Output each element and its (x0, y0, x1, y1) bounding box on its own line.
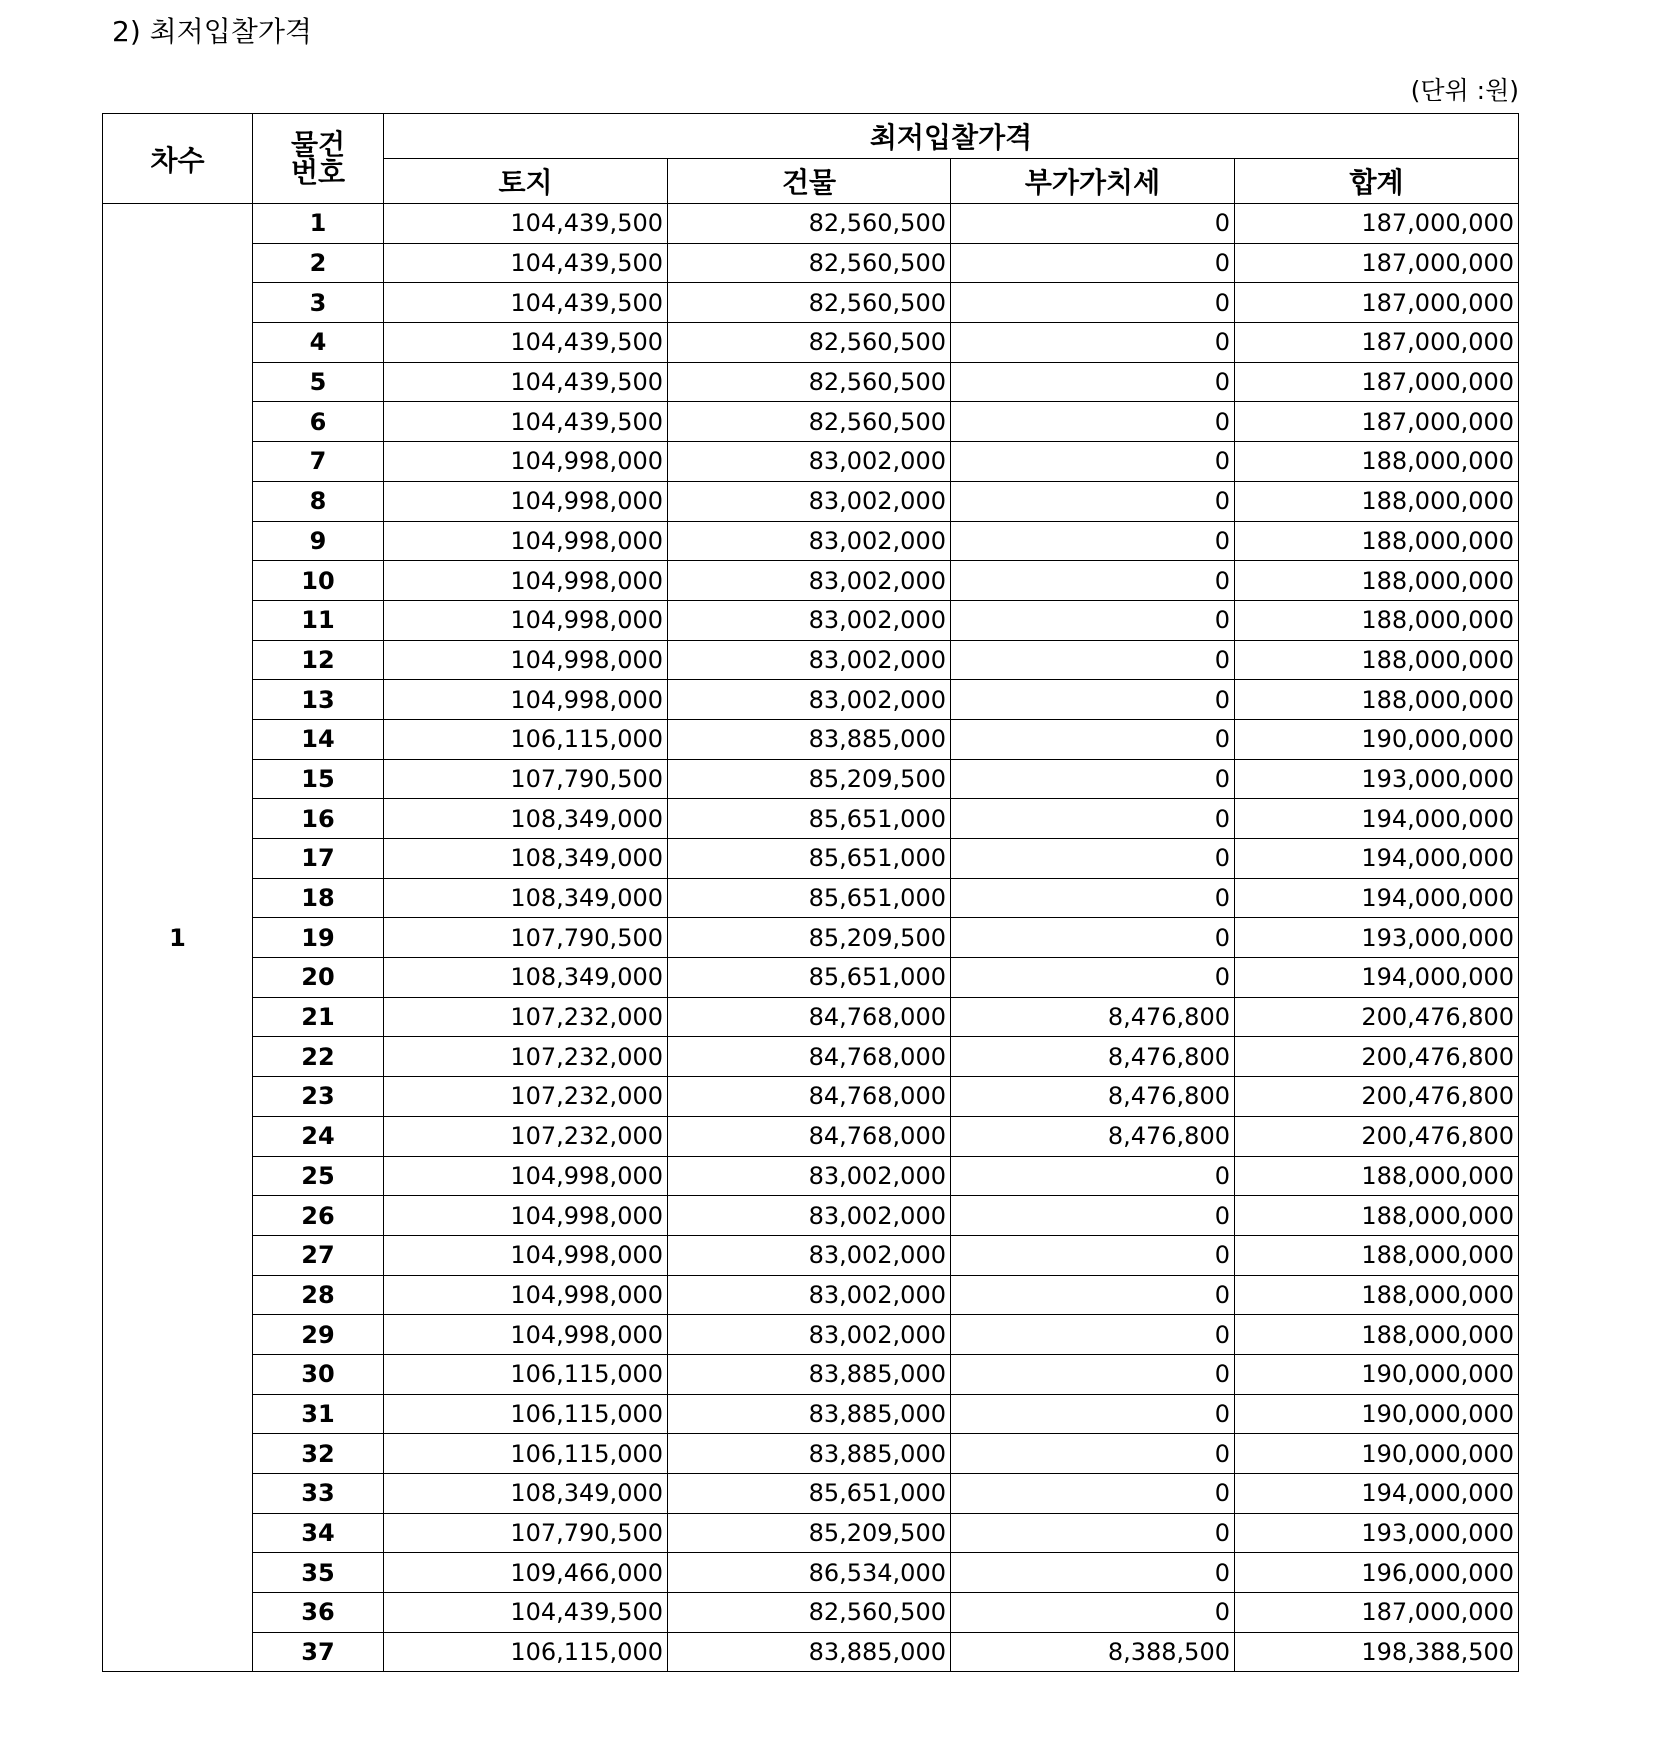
item-no-cell: 5 (253, 362, 384, 402)
land-cell: 104,998,000 (384, 1156, 668, 1196)
building-cell: 82,560,500 (668, 402, 951, 442)
land-cell: 107,232,000 (384, 997, 668, 1037)
item-no-cell: 13 (253, 680, 384, 720)
table-row (103, 1156, 1519, 1196)
total-cell: 187,000,000 (1235, 283, 1519, 323)
item-no-cell: 1 (253, 204, 384, 244)
land-cell: 106,115,000 (384, 1434, 668, 1474)
table-row (103, 481, 1519, 521)
land-cell: 104,998,000 (384, 442, 668, 482)
item-no-cell: 23 (253, 1077, 384, 1117)
total-cell: 188,000,000 (1235, 1235, 1519, 1275)
vat-cell: 0 (951, 1553, 1235, 1593)
land-cell: 107,232,000 (384, 1116, 668, 1156)
total-cell: 188,000,000 (1235, 481, 1519, 521)
building-cell: 86,534,000 (668, 1553, 951, 1593)
vat-cell: 0 (951, 918, 1235, 958)
building-cell: 82,560,500 (668, 243, 951, 283)
item-no-cell: 32 (253, 1434, 384, 1474)
table-row (103, 521, 1519, 561)
item-no-cell: 16 (253, 799, 384, 839)
building-cell: 83,002,000 (668, 481, 951, 521)
building-cell: 82,560,500 (668, 323, 951, 363)
vat-cell: 0 (951, 521, 1235, 561)
table-row (103, 243, 1519, 283)
item-no-cell: 34 (253, 1513, 384, 1553)
item-no-cell: 27 (253, 1235, 384, 1275)
land-cell: 104,998,000 (384, 561, 668, 601)
land-cell: 106,115,000 (384, 1632, 668, 1672)
total-cell: 188,000,000 (1235, 521, 1519, 561)
building-cell: 85,651,000 (668, 878, 951, 918)
table-row (103, 283, 1519, 323)
header-minimum-bid-price: 최저입찰가격 (384, 114, 1519, 159)
building-cell: 85,651,000 (668, 958, 951, 998)
building-cell: 82,560,500 (668, 204, 951, 244)
header-round: 차수 (103, 114, 253, 204)
table-row (103, 600, 1519, 640)
total-cell: 200,476,800 (1235, 997, 1519, 1037)
table-row (103, 878, 1519, 918)
vat-cell: 0 (951, 1354, 1235, 1394)
building-cell: 82,560,500 (668, 362, 951, 402)
total-cell: 190,000,000 (1235, 1394, 1519, 1434)
item-no-cell: 36 (253, 1593, 384, 1633)
header-vat: 부가가치세 (951, 159, 1235, 204)
vat-cell: 8,388,500 (951, 1632, 1235, 1672)
vat-cell: 0 (951, 600, 1235, 640)
land-cell: 104,998,000 (384, 1235, 668, 1275)
vat-cell: 0 (951, 640, 1235, 680)
total-cell: 198,388,500 (1235, 1632, 1519, 1672)
table-row (103, 1553, 1519, 1593)
building-cell: 83,002,000 (668, 600, 951, 640)
land-cell: 107,790,500 (384, 1513, 668, 1553)
vat-cell: 0 (951, 1474, 1235, 1514)
vat-cell: 8,476,800 (951, 997, 1235, 1037)
building-cell: 83,002,000 (668, 680, 951, 720)
item-no-cell: 24 (253, 1116, 384, 1156)
vat-cell: 0 (951, 878, 1235, 918)
item-no-cell: 8 (253, 481, 384, 521)
table-row (103, 362, 1519, 402)
table-row (103, 958, 1519, 998)
round-cell: 1 (103, 204, 253, 1672)
item-no-cell: 29 (253, 1315, 384, 1355)
building-cell: 83,885,000 (668, 1434, 951, 1474)
land-cell: 107,790,500 (384, 918, 668, 958)
total-cell: 188,000,000 (1235, 442, 1519, 482)
table-row (103, 918, 1519, 958)
header-item-no-line2: 번호 (290, 155, 346, 189)
item-no-cell: 12 (253, 640, 384, 680)
total-cell: 187,000,000 (1235, 323, 1519, 363)
total-cell: 200,476,800 (1235, 1037, 1519, 1077)
land-cell: 104,439,500 (384, 1593, 668, 1633)
land-cell: 106,115,000 (384, 719, 668, 759)
item-no-cell: 17 (253, 839, 384, 879)
total-cell: 187,000,000 (1235, 362, 1519, 402)
total-cell: 188,000,000 (1235, 1196, 1519, 1236)
building-cell: 83,002,000 (668, 1235, 951, 1275)
table-row (103, 1116, 1519, 1156)
header-building: 건물 (668, 159, 951, 204)
building-cell: 85,209,500 (668, 918, 951, 958)
total-cell: 187,000,000 (1235, 402, 1519, 442)
land-cell: 104,998,000 (384, 1275, 668, 1315)
land-cell: 108,349,000 (384, 839, 668, 879)
item-no-cell: 30 (253, 1354, 384, 1394)
building-cell: 83,002,000 (668, 1196, 951, 1236)
item-no-cell: 11 (253, 600, 384, 640)
item-no-cell: 33 (253, 1474, 384, 1514)
land-cell: 104,998,000 (384, 640, 668, 680)
table-row (103, 759, 1519, 799)
item-no-cell: 31 (253, 1394, 384, 1434)
vat-cell: 0 (951, 561, 1235, 601)
total-cell: 188,000,000 (1235, 640, 1519, 680)
vat-cell: 0 (951, 680, 1235, 720)
table-row (103, 1315, 1519, 1355)
total-cell: 188,000,000 (1235, 1275, 1519, 1315)
vat-cell: 0 (951, 1235, 1235, 1275)
land-cell: 104,998,000 (384, 680, 668, 720)
total-cell: 193,000,000 (1235, 918, 1519, 958)
total-cell: 188,000,000 (1235, 600, 1519, 640)
total-cell: 200,476,800 (1235, 1116, 1519, 1156)
vat-cell: 0 (951, 362, 1235, 402)
header-total: 합계 (1235, 159, 1519, 204)
vat-cell: 0 (951, 402, 1235, 442)
table-row (103, 799, 1519, 839)
item-no-cell: 6 (253, 402, 384, 442)
building-cell: 84,768,000 (668, 1116, 951, 1156)
building-cell: 84,768,000 (668, 1037, 951, 1077)
building-cell: 83,002,000 (668, 1156, 951, 1196)
table-row (103, 1037, 1519, 1077)
table-row (103, 402, 1519, 442)
table-row (103, 839, 1519, 879)
building-cell: 85,209,500 (668, 1513, 951, 1553)
land-cell: 108,349,000 (384, 958, 668, 998)
item-no-cell: 18 (253, 878, 384, 918)
vat-cell: 0 (951, 1513, 1235, 1553)
land-cell: 104,439,500 (384, 402, 668, 442)
vat-cell: 8,476,800 (951, 1037, 1235, 1077)
header-land: 토지 (384, 159, 668, 204)
item-no-cell: 4 (253, 323, 384, 363)
building-cell: 82,560,500 (668, 1593, 951, 1633)
land-cell: 106,115,000 (384, 1354, 668, 1394)
land-cell: 109,466,000 (384, 1553, 668, 1593)
vat-cell: 0 (951, 839, 1235, 879)
building-cell: 83,002,000 (668, 521, 951, 561)
item-no-cell: 2 (253, 243, 384, 283)
land-cell: 108,349,000 (384, 878, 668, 918)
land-cell: 104,998,000 (384, 600, 668, 640)
building-cell: 83,002,000 (668, 442, 951, 482)
table-row (103, 1196, 1519, 1236)
table-row (103, 1474, 1519, 1514)
total-cell: 194,000,000 (1235, 958, 1519, 998)
building-cell: 83,885,000 (668, 1632, 951, 1672)
minimum-bid-price-table (102, 113, 1519, 1672)
section-title: 2) 최저입찰가격 (112, 15, 312, 48)
total-cell: 194,000,000 (1235, 878, 1519, 918)
vat-cell: 0 (951, 1156, 1235, 1196)
building-cell: 83,002,000 (668, 640, 951, 680)
item-no-cell: 21 (253, 997, 384, 1037)
unit-note: (단위 :원) (1410, 76, 1519, 105)
land-cell: 108,349,000 (384, 799, 668, 839)
building-cell: 84,768,000 (668, 1077, 951, 1117)
total-cell: 194,000,000 (1235, 839, 1519, 879)
vat-cell: 0 (951, 799, 1235, 839)
total-cell: 200,476,800 (1235, 1077, 1519, 1117)
item-no-cell: 9 (253, 521, 384, 561)
table-body (103, 204, 1519, 1672)
vat-cell: 0 (951, 1394, 1235, 1434)
vat-cell: 0 (951, 442, 1235, 482)
total-cell: 190,000,000 (1235, 1354, 1519, 1394)
total-cell: 187,000,000 (1235, 204, 1519, 244)
building-cell: 82,560,500 (668, 283, 951, 323)
land-cell: 104,998,000 (384, 1196, 668, 1236)
building-cell: 85,209,500 (668, 759, 951, 799)
item-no-cell: 14 (253, 719, 384, 759)
table-row (103, 1394, 1519, 1434)
building-cell: 83,885,000 (668, 719, 951, 759)
total-cell: 188,000,000 (1235, 1156, 1519, 1196)
land-cell: 107,232,000 (384, 1077, 668, 1117)
total-cell: 190,000,000 (1235, 1434, 1519, 1474)
building-cell: 85,651,000 (668, 839, 951, 879)
vat-cell: 8,476,800 (951, 1116, 1235, 1156)
building-cell: 83,885,000 (668, 1394, 951, 1434)
vat-cell: 8,476,800 (951, 1077, 1235, 1117)
item-no-cell: 3 (253, 283, 384, 323)
vat-cell: 0 (951, 481, 1235, 521)
land-cell: 104,998,000 (384, 1315, 668, 1355)
vat-cell: 0 (951, 243, 1235, 283)
table-row (103, 719, 1519, 759)
land-cell: 108,349,000 (384, 1474, 668, 1514)
table-row (103, 1235, 1519, 1275)
item-no-cell: 35 (253, 1553, 384, 1593)
table-row (103, 1434, 1519, 1474)
table-row (103, 204, 1519, 244)
land-cell: 104,998,000 (384, 481, 668, 521)
table-row (103, 1632, 1519, 1672)
header-item-no-line1: 물건 (290, 127, 346, 161)
header-item-no (253, 114, 384, 204)
item-no-cell: 20 (253, 958, 384, 998)
total-cell: 196,000,000 (1235, 1553, 1519, 1593)
vat-cell: 0 (951, 719, 1235, 759)
land-cell: 104,439,500 (384, 323, 668, 363)
vat-cell: 0 (951, 1196, 1235, 1236)
total-cell: 193,000,000 (1235, 759, 1519, 799)
vat-cell: 0 (951, 283, 1235, 323)
building-cell: 83,002,000 (668, 561, 951, 601)
table-row (103, 561, 1519, 601)
building-cell: 84,768,000 (668, 997, 951, 1037)
table-row (103, 1275, 1519, 1315)
item-no-cell: 15 (253, 759, 384, 799)
vat-cell: 0 (951, 759, 1235, 799)
building-cell: 83,885,000 (668, 1354, 951, 1394)
table-row (103, 1077, 1519, 1117)
land-cell: 104,998,000 (384, 521, 668, 561)
total-cell: 187,000,000 (1235, 243, 1519, 283)
vat-cell: 0 (951, 204, 1235, 244)
total-cell: 187,000,000 (1235, 1593, 1519, 1633)
total-cell: 188,000,000 (1235, 1315, 1519, 1355)
vat-cell: 0 (951, 1434, 1235, 1474)
land-cell: 104,439,500 (384, 362, 668, 402)
land-cell: 106,115,000 (384, 1394, 668, 1434)
item-no-cell: 19 (253, 918, 384, 958)
table-row (103, 1513, 1519, 1553)
total-cell: 188,000,000 (1235, 561, 1519, 601)
total-cell: 190,000,000 (1235, 719, 1519, 759)
total-cell: 194,000,000 (1235, 799, 1519, 839)
table-row (103, 640, 1519, 680)
table-row (103, 997, 1519, 1037)
building-cell: 83,002,000 (668, 1275, 951, 1315)
building-cell: 85,651,000 (668, 799, 951, 839)
total-cell: 194,000,000 (1235, 1474, 1519, 1514)
table-row (103, 442, 1519, 482)
building-cell: 85,651,000 (668, 1474, 951, 1514)
table-row (103, 1354, 1519, 1394)
vat-cell: 0 (951, 323, 1235, 363)
land-cell: 104,439,500 (384, 283, 668, 323)
item-no-cell: 37 (253, 1632, 384, 1672)
vat-cell: 0 (951, 1593, 1235, 1633)
vat-cell: 0 (951, 958, 1235, 998)
item-no-cell: 26 (253, 1196, 384, 1236)
total-cell: 188,000,000 (1235, 680, 1519, 720)
table-row (103, 680, 1519, 720)
item-no-cell: 28 (253, 1275, 384, 1315)
table-row (103, 323, 1519, 363)
land-cell: 107,790,500 (384, 759, 668, 799)
item-no-cell: 22 (253, 1037, 384, 1077)
land-cell: 104,439,500 (384, 243, 668, 283)
table-row (103, 1593, 1519, 1633)
item-no-cell: 7 (253, 442, 384, 482)
building-cell: 83,002,000 (668, 1315, 951, 1355)
land-cell: 107,232,000 (384, 1037, 668, 1077)
item-no-cell: 10 (253, 561, 384, 601)
vat-cell: 0 (951, 1275, 1235, 1315)
land-cell: 104,439,500 (384, 204, 668, 244)
total-cell: 193,000,000 (1235, 1513, 1519, 1553)
item-no-cell: 25 (253, 1156, 384, 1196)
vat-cell: 0 (951, 1315, 1235, 1355)
